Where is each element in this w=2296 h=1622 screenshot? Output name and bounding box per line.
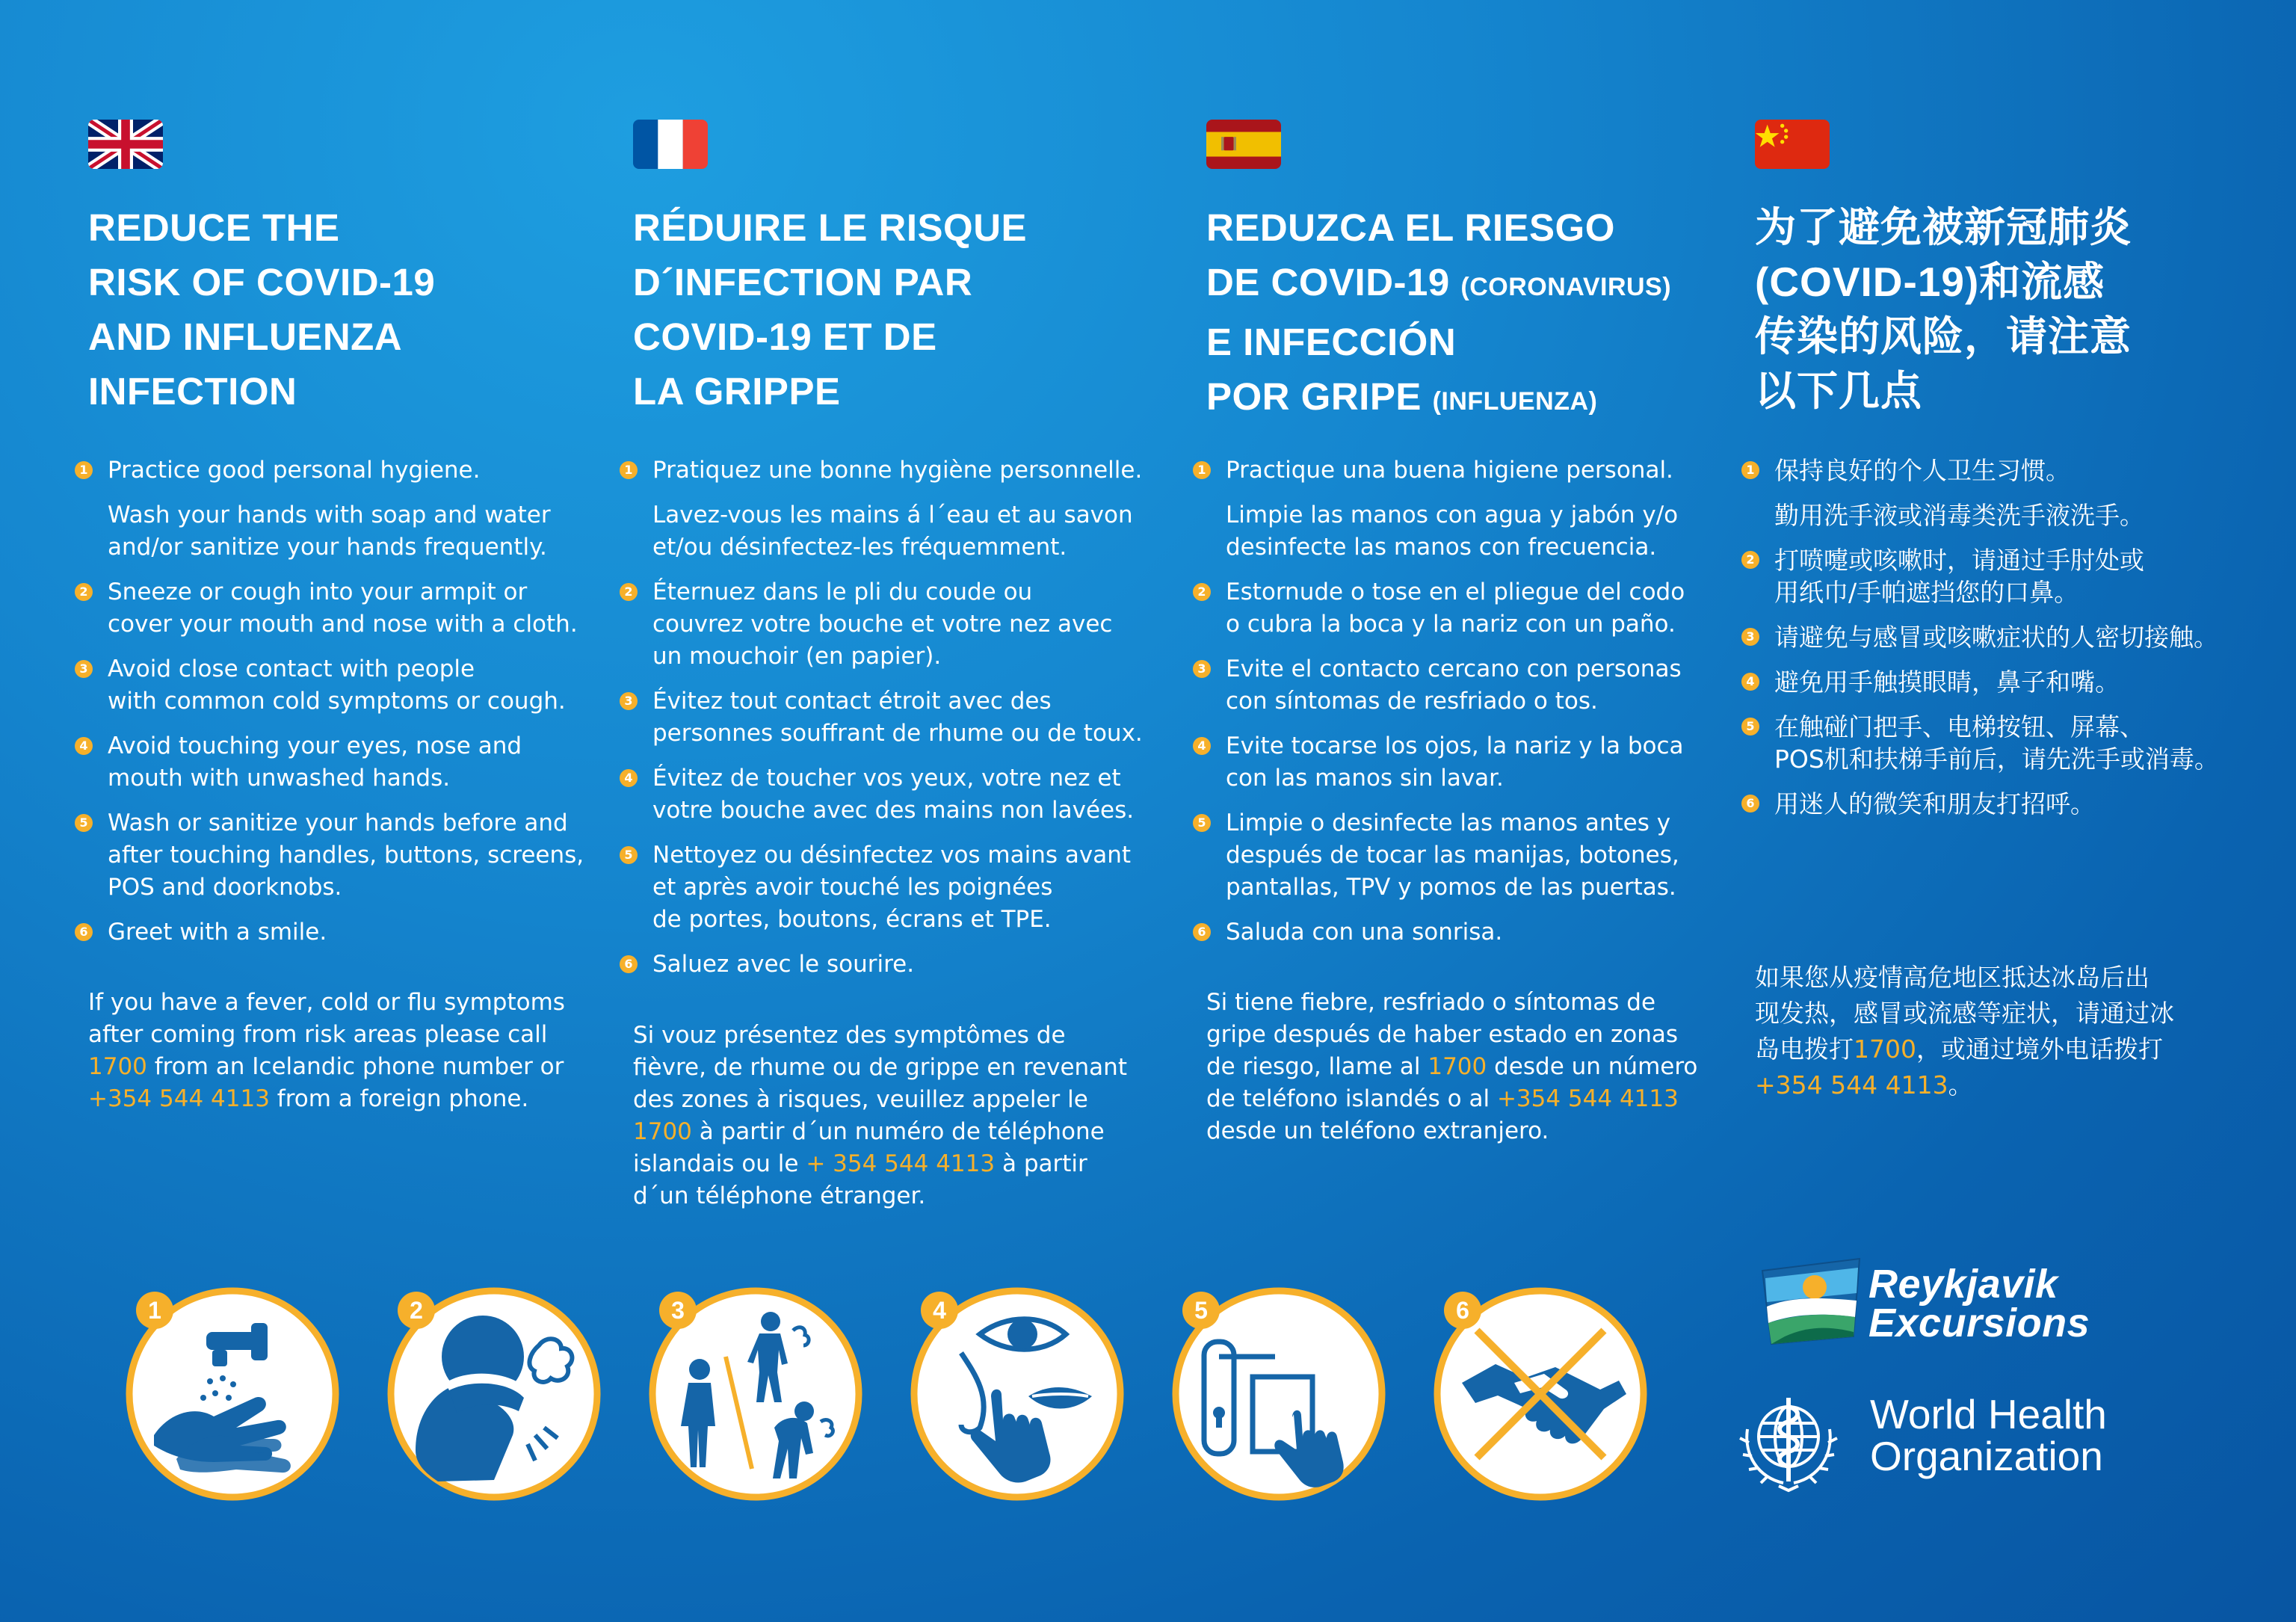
pictogram-1 [124,1286,341,1502]
heading-line: (COVID-19)和流感 [1755,259,2105,305]
item-number-badge: 4 [75,737,93,755]
rex-name-line1: Reykjavik [1868,1262,2058,1307]
advice-text: 保持良好的个人卫生习惯。 [1774,456,2070,485]
item-number-badge: 6 [1193,923,1211,941]
note-text: If you have a fever, cold or flu symptoms [88,989,565,1016]
rex-name-line2: Excursions [1868,1301,2090,1345]
phone-number: +354 544 4113 [88,1085,270,1112]
note-text: 。 [1948,1070,1973,1100]
item-number-badge: 5 [1193,814,1211,832]
uk-flag-icon [88,120,163,169]
pictogram-number-badge: 5 [1182,1292,1220,1329]
note-text: des zones à risques, veuillez appeler le [633,1086,1088,1113]
advice-item [1741,788,2265,820]
phone-number: 1700 [1428,1053,1487,1080]
pictogram-4 [909,1286,1126,1502]
advice-list-english [75,454,598,961]
phone-number: 1700 [88,1053,147,1080]
advice-item [620,762,1143,827]
heading-french [633,200,1027,419]
item-number-badge: 5 [620,846,638,864]
advice-text: Estornude o tose en el pliegue del codo o cubra la boca y la nariz con un paño. [1226,579,1685,638]
item-number-badge: 6 [620,955,638,973]
note-line [633,1116,1127,1148]
heading-line: RISK OF COVID-19 [88,261,436,303]
advice-item [1741,711,2265,775]
heading-line: 传染的风险，请注意 [1755,313,2132,360]
advice-subtext: 勤用洗手液或消毒类洗手液洗手。 [1774,501,2144,530]
item-number-badge: 3 [620,692,638,710]
note-text: after coming from risk areas please call [88,1021,548,1048]
advice-item [620,685,1143,750]
item-number-badge: 4 [1193,737,1211,755]
note-text: 岛电拨打 [1755,1034,1854,1064]
advice-text: Limpie o desinfecte las manos antes y después de tocar las manijas, botones, pantallas, TPV y pomos de las puertas. [1226,810,1679,901]
heading-line: COVID-19 ET DE [633,315,937,358]
pictogram-number-badge: 4 [921,1292,958,1329]
heading-line [1206,255,1671,315]
note-text: gripe después de haber estado en zonas [1206,1021,1679,1048]
spain-flag-icon [1206,120,1281,169]
pictogram-number-badge: 1 [136,1292,173,1329]
note-text: de teléfono islandés o al [1206,1085,1497,1112]
note-text: islandais ou le [633,1150,806,1177]
note-text: desde un número [1487,1053,1698,1080]
contact-note-chinese [1755,960,2174,1103]
advice-item [620,839,1143,936]
note-line [1206,1019,1697,1051]
advice-text: Pratiquez une bonne hygiène personnelle. [652,457,1143,484]
note-text: à partir d´un numéro de téléphone [691,1118,1105,1145]
advice-item [1741,454,2265,531]
who-emblem-icon [1732,1384,1845,1496]
note-line [1206,1051,1697,1083]
advice-text: 打喷嚏或咳嗽时，请通过手肘处或 用纸巾/手帕遮挡您的口鼻。 [1774,546,2144,607]
item-number-badge: 3 [1741,628,1759,646]
note-text: ，或通过境外电话拨打 [1916,1034,2163,1064]
note-line [633,1052,1127,1084]
advice-text: Practique una buena higiene personal. [1226,457,1673,484]
heading-line [1206,315,1671,369]
note-line [1206,1083,1697,1115]
note-text: d´un téléphone étranger. [633,1182,926,1209]
advice-text: 在触碰门把手、电梯按钮、屏幕、 POS机和扶梯手前后，请先洗手或消毒。 [1774,712,2219,774]
item-number-badge: 6 [1741,795,1759,812]
item-number-badge: 4 [1741,673,1759,691]
item-number-badge: 6 [75,923,93,941]
advice-item [75,454,598,564]
advice-item [1193,807,1716,904]
who-name-line1: World Health [1870,1391,2107,1437]
heading-text: E INFECCIÓN [1206,321,1457,363]
advice-item [75,916,598,949]
pictogram-6 [1432,1286,1649,1502]
advice-item [1741,621,2265,653]
note-text: 如果您从疫情高危地区抵达冰岛后出 [1755,963,2150,992]
note-line [633,1084,1127,1116]
item-number-badge: 2 [620,583,638,601]
heading-line [1206,369,1671,429]
heading-line [1206,200,1671,255]
note-line [1755,960,2174,996]
advice-list-chinese [1741,454,2265,833]
advice-subtext: Limpie las manos con agua y jabón y/o desinfecte las manos con frecuencia. [1226,502,1679,561]
item-number-badge: 1 [620,461,638,479]
note-text: Si tiene fiebre, resfriado o síntomas de [1206,989,1656,1016]
advice-item [75,653,598,718]
note-line [88,987,565,1019]
phone-number: 1700 [633,1118,692,1145]
item-number-badge: 2 [1741,551,1759,569]
heading-line: RÉDUIRE LE RISQUE [633,206,1028,249]
item-number-badge: 3 [75,660,93,678]
item-number-badge: 5 [75,814,93,832]
note-line [88,1051,565,1083]
heading-english [88,200,435,419]
note-text: fièvre, de rhume ou de grippe en revenant [633,1054,1127,1081]
heading-text: DE COVID-19 [1206,261,1461,303]
advice-item [75,730,598,795]
item-number-badge: 4 [620,769,638,787]
item-number-badge: 2 [1193,583,1211,601]
who-logo [1732,1384,2196,1504]
heading-line: 以下几点 [1755,368,1923,414]
contact-note-english [88,987,565,1115]
note-text: de riesgo, llame al [1206,1053,1428,1080]
item-number-badge: 2 [75,583,93,601]
reykjavik-excursions-logo [1755,1248,2173,1360]
advice-list-spanish [1193,454,1716,961]
pictogram-row [124,1286,1649,1502]
heading-chinese [1755,200,2132,419]
phone-number: + 354 544 4113 [806,1150,996,1177]
advice-item [620,454,1143,564]
advice-item [75,807,598,904]
heading-text: POR GRIPE [1206,375,1433,418]
advice-item [1193,916,1716,949]
pictogram-number-badge: 6 [1444,1292,1481,1329]
note-line [88,1083,565,1115]
note-line [633,1020,1127,1052]
note-text: from a foreign phone. [269,1085,529,1112]
advice-item [1741,666,2265,698]
pictogram-5 [1170,1286,1387,1502]
contact-note-spanish [1206,987,1697,1147]
advice-text: Sneeze or cough into your armpit or cover your mouth and nose with a cloth. [108,579,578,638]
item-number-badge: 1 [1741,461,1759,479]
heading-line: INFECTION [88,370,297,413]
heading-small-text: (CORONAVIRUS) [1460,273,1672,301]
france-flag-icon [633,120,708,169]
advice-text: 用迷人的微笑和朋友打招呼。 [1774,789,2095,818]
note-text: desde un teléfono extranjero. [1206,1117,1549,1144]
item-number-badge: 3 [1193,660,1211,678]
advice-text: Evite el contacto cercano con personas con síntomas de resfriado o tos. [1226,656,1682,715]
note-line [1755,1067,2174,1103]
advice-item [75,576,598,641]
advice-item [1193,454,1716,564]
phone-number: +354 544 4113 [1755,1070,1948,1100]
advice-item [1193,653,1716,718]
advice-text: Saluda con una sonrisa. [1226,919,1503,946]
who-name-line2: Organization [1870,1433,2103,1479]
advice-subtext: Lavez-vous les mains á l´eau et au savon et/ou désinfectez-les fréquemment. [652,502,1133,561]
reykjavik-excursions-mark-icon [1755,1248,1867,1353]
note-text: 现发热，感冒或流感等症状，请通过冰 [1755,999,2174,1028]
pictogram-number-badge: 2 [398,1292,435,1329]
note-line [1755,1032,2174,1067]
item-number-badge: 1 [75,461,93,479]
advice-text: Saluez avec le sourire. [652,951,915,978]
note-line [1206,987,1697,1019]
advice-item [1193,730,1716,795]
pictogram-3 [647,1286,864,1502]
note-text: Si vouz présentez des symptômes de [633,1022,1066,1049]
note-line [88,1019,565,1051]
advice-text: Évitez tout contact étroit avec des personnes souffrant de rhume ou de toux. [652,688,1143,747]
note-text: à partir [995,1150,1087,1177]
heading-small-text: (INFLUENZA) [1432,387,1598,416]
advice-text: Greet with a smile. [108,919,327,946]
note-line [1206,1115,1697,1147]
heading-line: LA GRIPPE [633,370,841,413]
advice-text: Éternuez dans le pli du coude ou couvrez votre bouche et votre nez avec un mouchoir (en papier). [652,579,1113,670]
advice-subtext: Wash your hands with soap and water and/or sanitize your hands frequently. [108,502,551,561]
advice-text: Nettoyez ou désinfectez vos mains avant et après avoir touché les poignées de portes, boutons, écrans et TPE. [652,842,1132,933]
advice-text: Evite tocarse los ojos, la nariz y la boca con las manos sin lavar. [1226,733,1684,792]
pictogram-number-badge: 3 [659,1292,697,1329]
advice-text: Évitez de toucher vos yeux, votre nez et votre bouche avec des mains non lavées. [652,765,1135,824]
pictogram-2 [386,1286,602,1502]
item-number-badge: 5 [1741,718,1759,736]
advice-text: Avoid touching your eyes, nose and mouth with unwashed hands. [108,733,522,792]
advice-text: Avoid close contact with people with common cold symptoms or cough. [108,656,566,715]
advice-text: Practice good personal hygiene. [108,457,481,484]
phone-number: 1700 [1854,1034,1916,1064]
heading-line: D´INFECTION PAR [633,261,973,303]
contact-note-french [633,1020,1127,1212]
item-number-badge: 1 [1193,461,1211,479]
heading-text: REDUZCA EL RIESGO [1206,206,1615,249]
note-line [633,1148,1127,1180]
note-line [1755,996,2174,1032]
advice-text: 请避免与感冒或咳嗽症状的人密切接触。 [1774,623,2218,652]
heading-spanish [1206,200,1671,429]
china-flag-icon [1755,120,1830,169]
heading-line: AND INFLUENZA [88,315,403,358]
advice-item [620,949,1143,981]
note-text: from an Icelandic phone number or [146,1053,564,1080]
advice-text: Wash or sanitize your hands before and after touching handles, buttons, screens, POS and doorknobs. [108,810,584,901]
note-line [633,1180,1127,1212]
heading-line: REDUCE THE [88,206,340,249]
advice-text: 避免用手触摸眼睛，鼻子和嘴。 [1774,667,2120,697]
advice-item [1741,544,2265,608]
advice-list-french [620,454,1143,993]
advice-item [620,576,1143,673]
phone-number: +354 544 4113 [1496,1085,1679,1112]
heading-line: 为了避免被新冠肺炎 [1755,204,2132,250]
advice-item [1193,576,1716,641]
